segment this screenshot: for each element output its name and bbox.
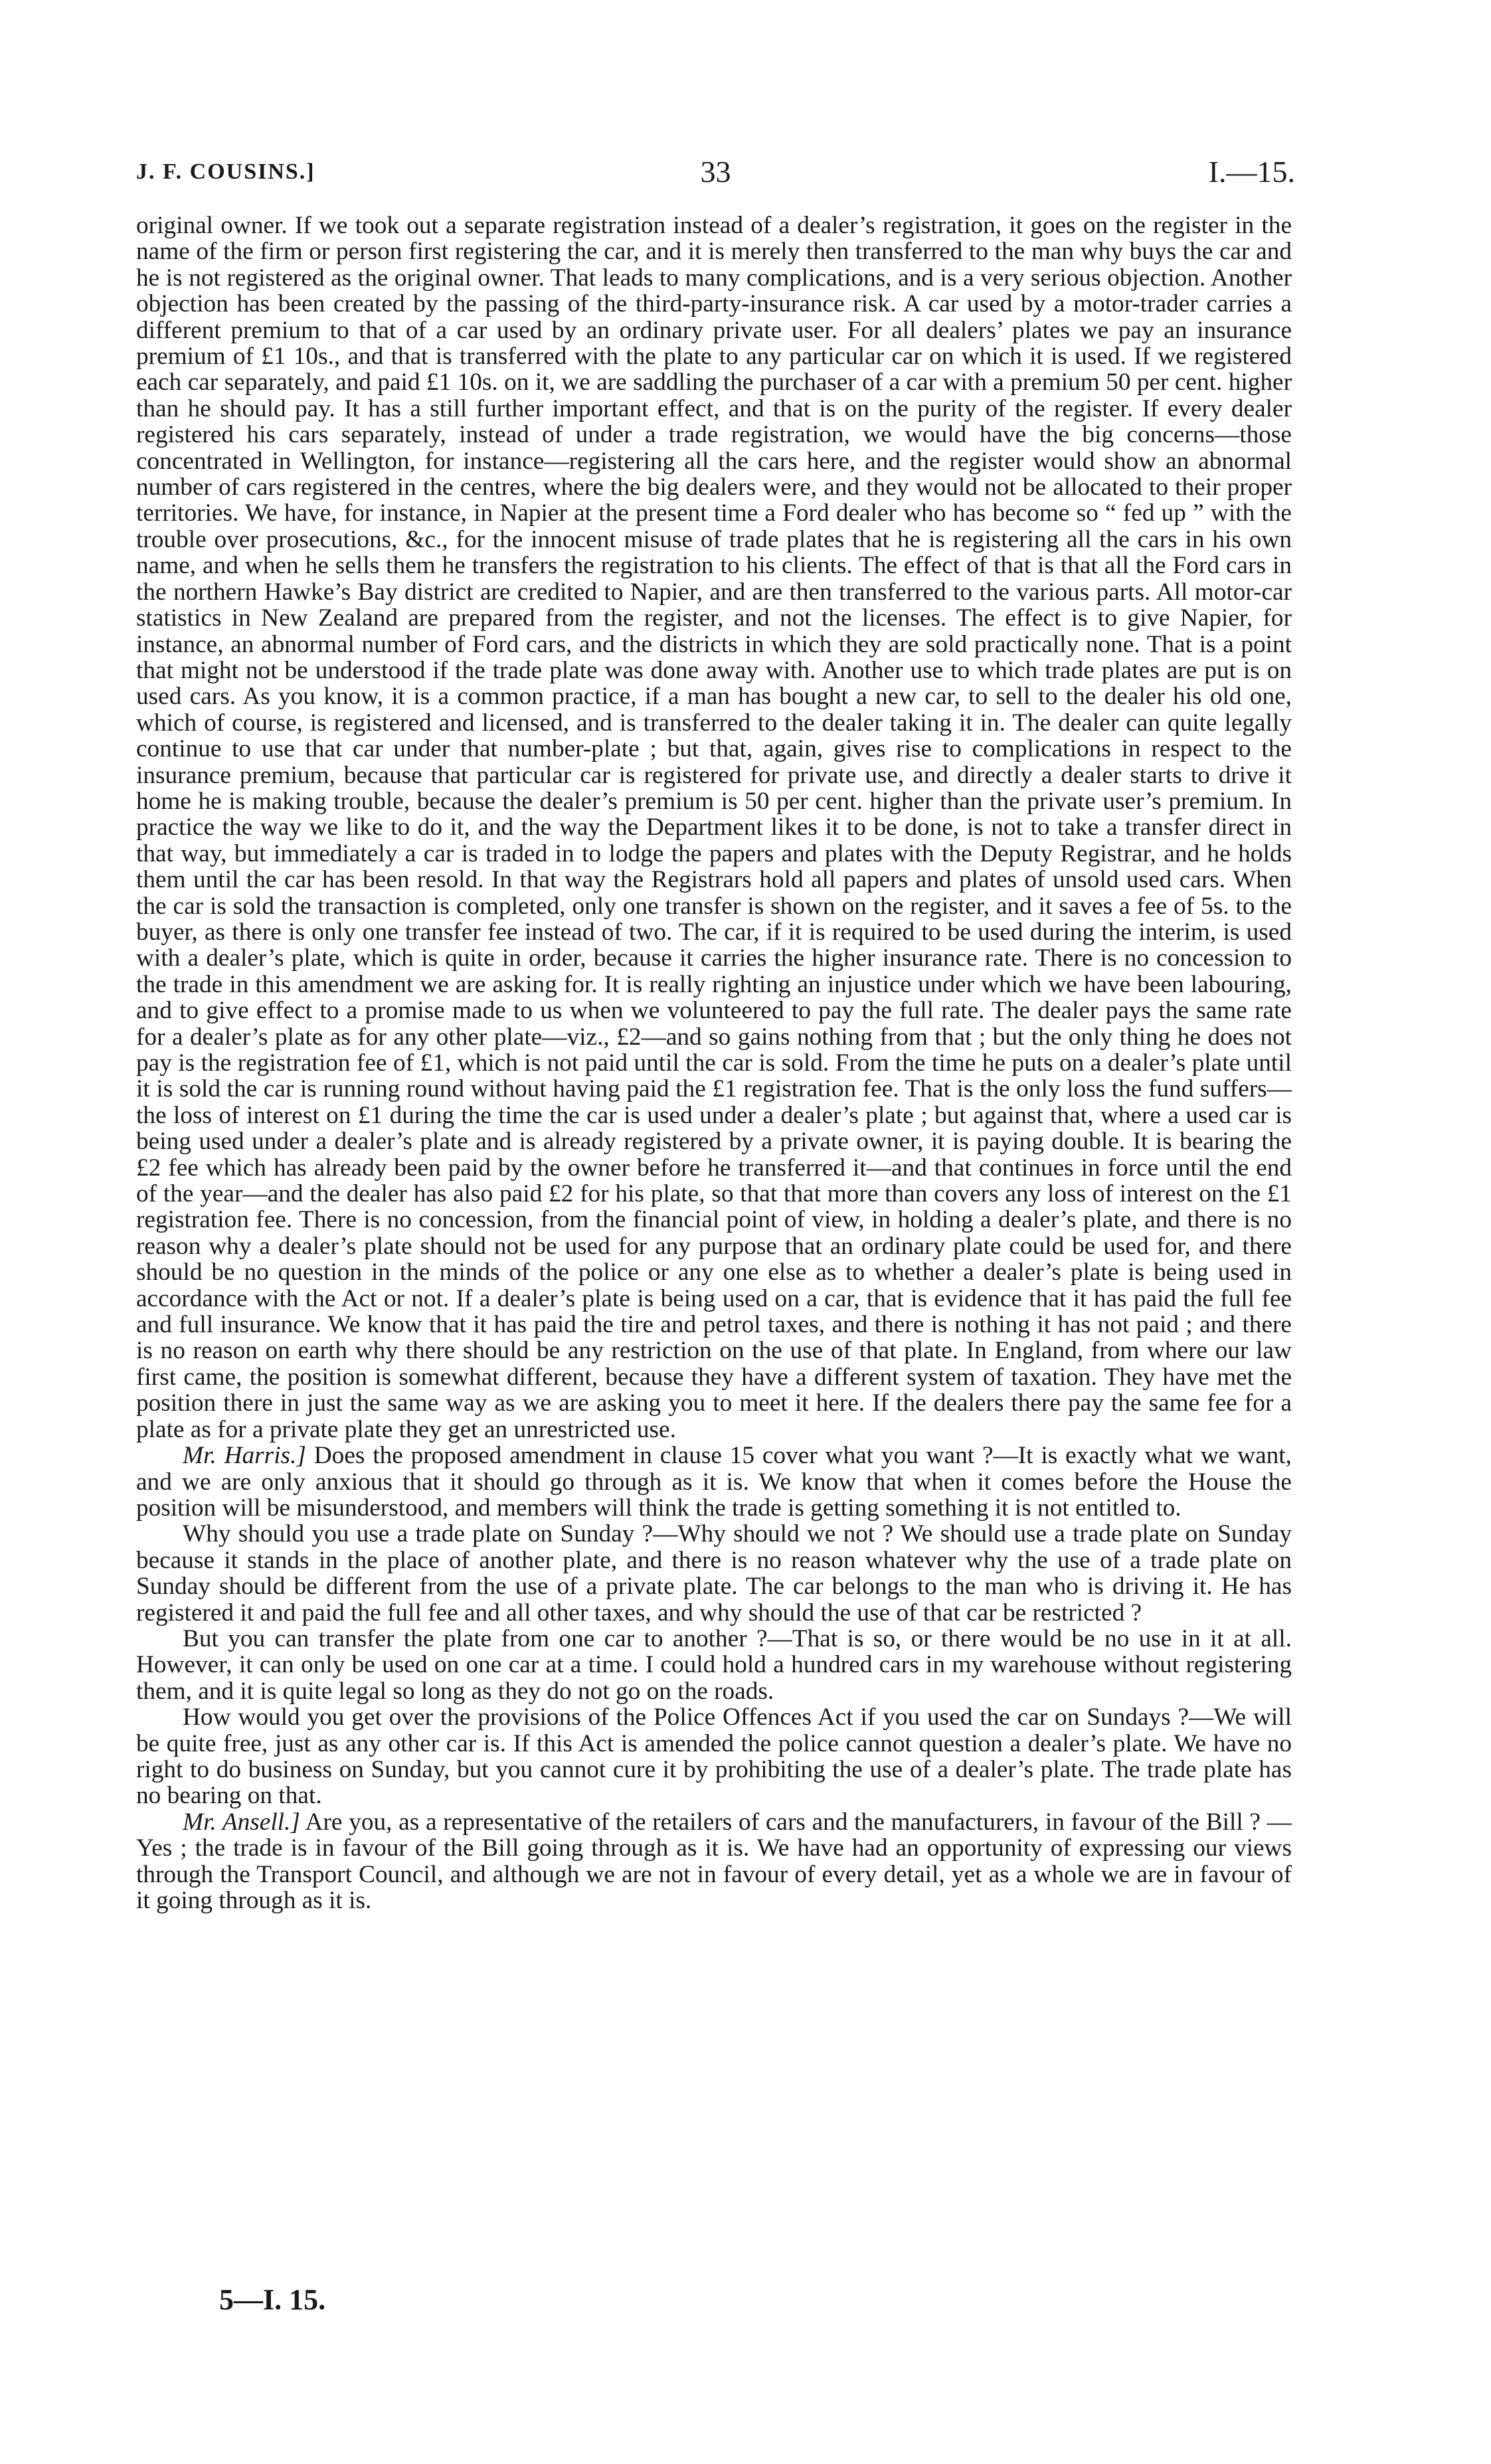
header-paper-ref: I.—15. (1208, 155, 1295, 189)
paragraph-5 (136, 1704, 1292, 1809)
paragraph-1 (136, 213, 1292, 1443)
body-text (136, 213, 1292, 1913)
paragraph-3 (136, 1521, 1292, 1626)
paragraph-6 (136, 1809, 1292, 1914)
paragraph-text: Does the proposed amendment in clause 15 cover what you want ?—It is exactly what we want, and we are only anxious that it should go through as it is. We know that when it comes before the House the position will be misunderstood, and members will think the trade is getting something it is not entitled to. (136, 1442, 1292, 1522)
paragraph-text: But you can transfer the plate from one car to another ?—That is so, or there would be no use in it at all. However, it can only be used on one car at a time. I could hold a hundred cars in my warehouse without registering them, and it is quite legal so long as they do not go on the roads. (136, 1625, 1292, 1705)
page-number: 33 (700, 155, 731, 189)
header-witness-name: J. F. COUSINS.] (136, 159, 315, 184)
speaker-label: Mr. Ansell.] (183, 1808, 300, 1836)
paragraph-text: original owner. If we took out a separate registration instead of a dealer’s registration, it goes on the register in the name of the firm or person first registering the car, and it is merely then transferred to the man why buys the car and he is not registered as the original owner. That leads to many complications, and is a very serious objection. Another objection has been created by the passing of the third-party-insurance risk. A car used by a motor-trader carries a different premium to that of a car used by an ordinary private user. For all dealers’ plates we pay an insurance premium of £1 10s., and that is transferred with the plate to any particular car on which it is used. If we registered each car separately, and paid £1 10s. on it, we are saddling the purchaser of a car with a premium 50 per cent. higher than he should pay. It has a still further important effect, and that is on the purity of the register. If every dealer registered his cars separately, instead of under a trade registration, we would have the big concerns—those concentrated in Wellington, for instance—registering all the cars here, and the register would show an abnormal number of cars registered in the centres, where the big dealers were, and they would not be allocated to their proper territories. We have, for instance, in Napier at the present time a Ford dealer who has become so “ fed up ” with the trouble over prosecutions, &c., for the innocent misuse of trade plates that he is registering all the cars in his own name, and when he sells them he transfers the registration to his clients. The effect of that is that all the Ford cars in the northern Hawke’s Bay district are credited to Napier, and are then transferred to the various parts. All motor-car statistics in New Zealand are prepared from the register, and not the licenses. The effect is to give Napier, for instance, an abnormal number of Ford cars, and the districts in which they are sold practically none. That is a point that might not be understood if the trade plate was done away with. Another use to which trade plates are put is on used cars. As you know, it is a common practice, if a man has bought a new car, to sell to the dealer his old one, which of course, is registered and licensed, and is transferred to the dealer taking it in. The dealer can quite legally continue to use that car under that number-plate ; but that, again, gives rise to complications in respect to the insurance premium, because that particular car is registered for private use, and directly a dealer starts to drive it home he is making trouble, because the dealer’s premium is 50 per cent. higher than the private user’s premium. In practice the way we like to do it, and the way the Department likes it to be done, is not to take a transfer direct in that way, but immediately a car is traded in to lodge the papers and plates with the Deputy Registrar, and he holds them until the car has been resold. In that way the Registrars hold all papers and plates of unsold used cars. When the car is sold the transaction is completed, only one transfer is shown on the register, and it saves a fee of 5s. to the buyer, as there is only one transfer fee instead of two. The car, if it is required to be used during the interim, is used with a dealer’s plate, which is quite in order, because it carries the higher insurance rate. There is no concession to the trade in this amendment we are asking for. It is really righting an injustice under which we have been labouring, and to give effect to a promise made to us when we volunteered to pay the full rate. The dealer pays the same rate for a dealer’s plate as for any other plate—viz., £2—and so gains nothing from that ; but the only thing he does not pay is the registration fee of £1, which is not paid until the car is sold. From the time he puts on a dealer’s plate until it is sold the car is running round without having paid the £1 registration fee. That is the only loss the fund suffers—the loss of interest on £1 during the time the car is used under a dealer’s plate ; but against that, where a used car is being used under a dealer’s plate and is already registered by a private owner, it is paying double. It is bearing the £2 fee which has already been paid by the owner before he transferred it—and that continues in force until the end of the year—and the dealer has also paid £2 for his plate, so that that more than covers any loss of interest on the £1 registration fee. There is no concession, from the financial point of view, in holding a dealer’s plate, and there is no reason why a dealer’s plate should not be used for any purpose that an ordinary plate could be used for, and there should be no question in the minds of the police or any one else as to whether a dealer’s plate is being used in accordance with the Act or not. If a dealer’s plate is being used on a car, that is evidence that it has paid the full fee and full insurance. We know that it has paid the tire and petrol taxes, and there is nothing it has not paid ; and there is no reason on earth why there should be any restriction on the use of that plate. In England, from where our law first came, the position is somewhat different, because they have a different system of taxation. They have met the position there in just the same way as we are asking you to meet it here. If the dealers there pay the same fee for a plate as for a private plate they get an unrestricted use. (136, 212, 1292, 1443)
paragraph-2 (136, 1443, 1292, 1521)
page-header (136, 154, 1295, 194)
speaker-label: Mr. Harris.] (183, 1442, 306, 1470)
paragraph-text: Why should you use a trade plate on Sunday ?—Why should we not ? We should use a trade plate on Sunday because it stands in the place of another plate, and there is no reason whatever why the use of a trade plate on Sunday should be different from the use of a private plate. The car belongs to the man who is driving it. He has registered it and paid the full fee and all other taxes, and why should the use of that car be restricted ? (136, 1520, 1292, 1627)
paragraph-4 (136, 1626, 1292, 1704)
paragraph-text: Are you, as a representative of the retailers of cars and the manufacturers, in favour of the Bill ? —Yes ; the trade is in favour of the Bill going through as it is. We have had an opportunity of expressing our views through the Transport Council, and although we are not in favour of every detail, yet as a whole we are in favour of it going through as it is. (136, 1808, 1292, 1914)
paragraph-text: How would you get over the provisions of the Police Offences Act if you used the car on Sundays ?—We will be quite free, just as any other car is. If this Act is amended the police cannot question a dealer’s plate. We have no right to do business on Sunday, but you cannot cure it by prohibiting the use of a dealer’s plate. The trade plate has no bearing on that. (136, 1704, 1292, 1810)
printer-signature: 5—I. 15. (219, 2283, 326, 2316)
